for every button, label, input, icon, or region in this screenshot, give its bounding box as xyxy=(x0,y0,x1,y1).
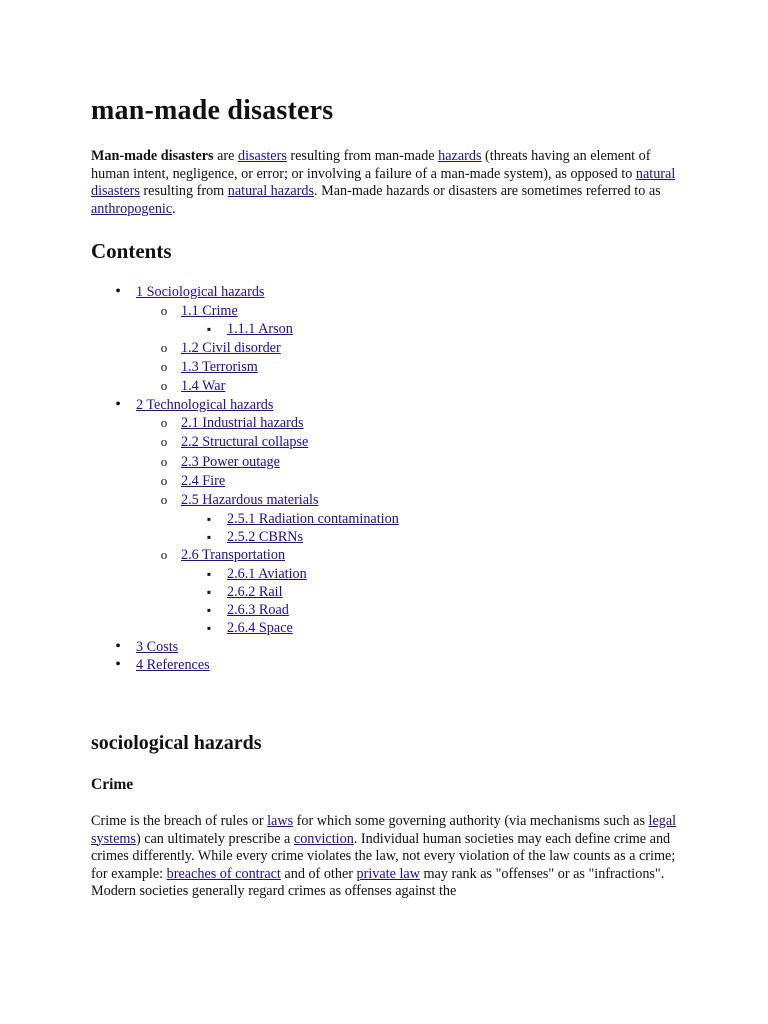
toc-item xyxy=(91,565,691,583)
bullet-icon xyxy=(111,638,125,656)
toc-link[interactable]: 2.6 Transportation xyxy=(181,547,286,563)
paragraph-text: are xyxy=(213,148,238,164)
circle-bullet-icon xyxy=(157,414,171,432)
bullet-icon xyxy=(111,656,125,674)
inline-link[interactable]: legal systems xyxy=(91,813,677,847)
circle-bullet-icon xyxy=(157,433,171,451)
paragraph-text: (threats having an element of human intent, negligence, or error; or involving a failure of a man-made system), as opposed to xyxy=(91,148,651,182)
paragraph-text: Crime is the breach of rules or xyxy=(91,813,268,829)
toc-item xyxy=(91,396,691,414)
square-bullet-icon xyxy=(202,510,216,528)
paragraph-text: resulting from man-made xyxy=(286,148,439,164)
toc-item xyxy=(91,491,691,509)
inline-link[interactable]: breaches of contract xyxy=(166,865,281,882)
circle-bullet-icon xyxy=(157,339,171,357)
square-bullet-icon xyxy=(202,619,216,637)
toc-link[interactable]: 2.6.2 Rail xyxy=(227,584,283,600)
toc-item xyxy=(91,619,691,637)
toc-item xyxy=(91,453,691,471)
toc-item xyxy=(91,414,691,432)
toc-link[interactable]: 2.6.1 Aviation xyxy=(227,566,307,582)
paragraph-text: and of other xyxy=(280,865,357,882)
toc-link[interactable]: 1 Sociological hazards xyxy=(136,284,265,300)
intro-paragraph xyxy=(91,148,683,218)
inline-link[interactable]: anthropogenic xyxy=(91,200,173,217)
square-bullet-icon xyxy=(202,601,216,619)
toc-link[interactable]: 2.4 Fire xyxy=(181,473,226,489)
paragraph-text: . Man-made hazards or disasters are sometimes referred to as xyxy=(314,183,661,199)
toc-link[interactable]: 4 References xyxy=(136,657,210,673)
section-heading-sociological-hazards: sociological hazards xyxy=(91,732,262,754)
toc-item xyxy=(91,528,691,546)
toc-link[interactable]: 2.1 Industrial hazards xyxy=(181,415,304,431)
circle-bullet-icon xyxy=(157,377,171,395)
bullet-icon xyxy=(111,396,125,414)
inline-link[interactable]: disasters xyxy=(237,148,287,164)
toc-item xyxy=(91,472,691,490)
toc-link[interactable]: 1.4 War xyxy=(181,378,226,394)
inline-link[interactable]: natural hazards xyxy=(227,183,315,199)
bullet-icon xyxy=(111,283,125,301)
paragraph-text: resulting from xyxy=(139,183,228,199)
square-bullet-icon xyxy=(202,528,216,546)
page-title: man-made disasters xyxy=(91,95,334,126)
inline-link[interactable]: conviction xyxy=(293,830,354,847)
bold-term: Man-made disasters xyxy=(91,148,214,164)
toc-link[interactable]: 2.5.1 Radiation contamination xyxy=(227,511,399,527)
circle-bullet-icon xyxy=(157,453,171,471)
contents-heading: Contents xyxy=(91,239,172,263)
toc-link[interactable]: 2.6.4 Space xyxy=(227,620,293,636)
square-bullet-icon xyxy=(202,565,216,583)
paragraph-text: may rank as "offenses" or as "infractions". Modern societies generally regard crimes as offenses against the xyxy=(91,865,665,899)
toc-item xyxy=(91,339,691,357)
toc-item xyxy=(91,302,691,320)
circle-bullet-icon xyxy=(157,546,171,564)
toc-link[interactable]: 2.5.2 CBRNs xyxy=(227,529,304,545)
crime-paragraph xyxy=(91,813,683,901)
circle-bullet-icon xyxy=(157,491,171,509)
toc-item xyxy=(91,358,691,376)
toc-item xyxy=(91,546,691,564)
toc-link[interactable]: 1.1.1 Arson xyxy=(227,321,293,337)
toc-link[interactable]: 1.3 Terrorism xyxy=(181,359,258,375)
inline-link[interactable]: private law xyxy=(356,865,420,882)
toc-link[interactable]: 2.3 Power outage xyxy=(181,454,280,470)
toc-link[interactable]: 2.5 Hazardous materials xyxy=(181,492,319,508)
paragraph-text: for which some governing authority (via mechanisms such as xyxy=(293,813,649,829)
paragraph-text: . Individual human societies may each define crime and crimes differently. While every crime violates the law, not every violation of the law counts as a crime; for example: xyxy=(91,830,676,882)
circle-bullet-icon xyxy=(157,302,171,320)
toc-link[interactable]: 1.2 Civil disorder xyxy=(181,340,281,356)
toc-link[interactable]: 1.1 Crime xyxy=(181,303,238,319)
paragraph-text: . xyxy=(172,200,176,217)
circle-bullet-icon xyxy=(157,472,171,490)
subsection-heading-crime: Crime xyxy=(91,776,134,793)
toc-link[interactable]: 2.2 Structural collapse xyxy=(181,434,309,450)
toc-item xyxy=(91,320,691,338)
toc-link[interactable]: 2.6.3 Road xyxy=(227,602,289,618)
inline-link[interactable]: laws xyxy=(267,813,294,829)
paragraph-text: ) can ultimately prescribe a xyxy=(135,830,294,847)
toc-item xyxy=(91,656,691,674)
toc-item xyxy=(91,583,691,601)
toc-link[interactable]: 3 Costs xyxy=(136,639,179,655)
inline-link[interactable]: natural disasters xyxy=(91,165,676,199)
toc-item xyxy=(91,283,691,301)
square-bullet-icon xyxy=(202,320,216,338)
toc-item xyxy=(91,433,691,451)
toc-item xyxy=(91,510,691,528)
toc-item xyxy=(91,601,691,619)
toc-link[interactable]: 2 Technological hazards xyxy=(136,397,274,413)
inline-link[interactable]: hazards xyxy=(438,148,482,164)
toc-item xyxy=(91,377,691,395)
square-bullet-icon xyxy=(202,583,216,601)
toc-item xyxy=(91,638,691,656)
circle-bullet-icon xyxy=(157,358,171,376)
